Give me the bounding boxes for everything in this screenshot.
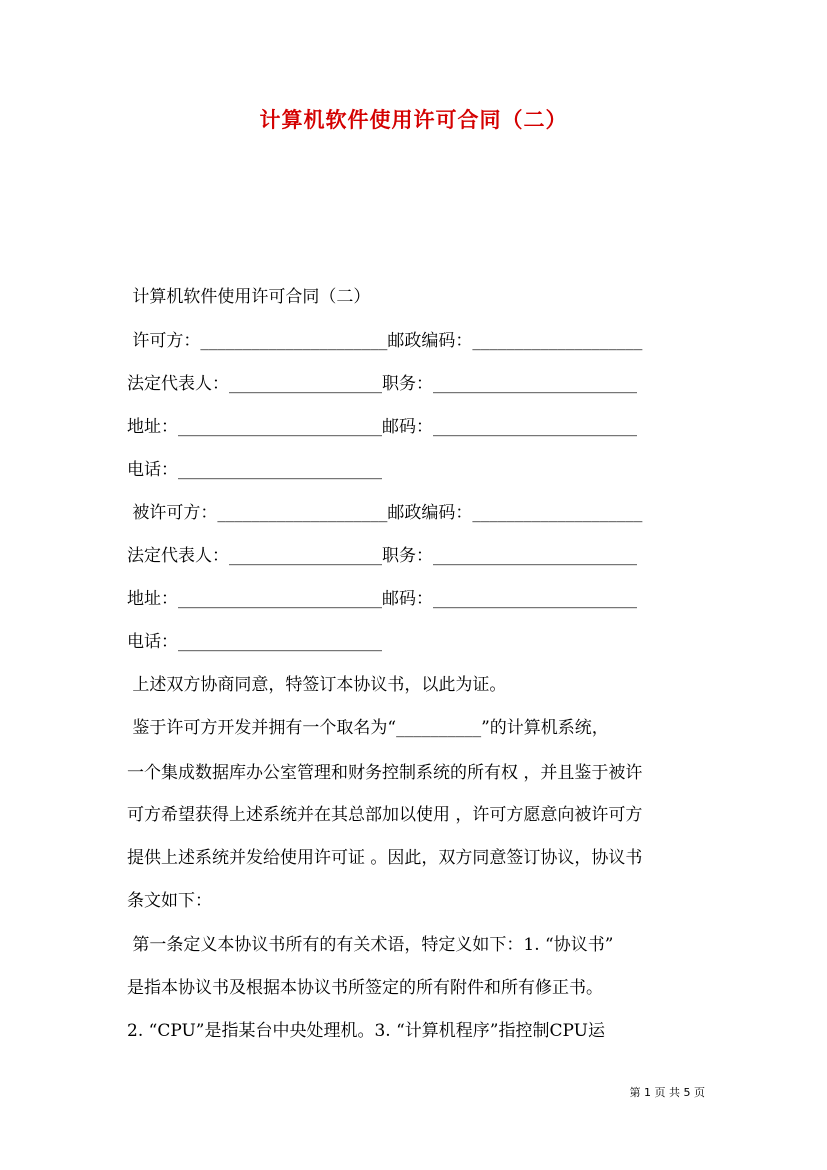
whereas-line-5: 条文如下： [127, 891, 212, 911]
licensor-representative-line: 法定代表人：__________________职务：________________________ [127, 374, 637, 394]
article-1-line-3: 2. “CPU”是指某台中央处理机。3. “计算机程序”指控制CPU运 [127, 1021, 605, 1041]
licensee-representative-line: 法定代表人：__________________职务：________________________ [127, 546, 637, 566]
document-title: 计算机软件使用许可合同（二） [259, 107, 568, 132]
whereas-line-4: 提供上述系统并发给使用许可证 。因此，双方同意签订协议，协议书 [127, 848, 643, 868]
whereas-line-3: 可方希望获得上述系统并在其总部加以使用 ，许可方愿意向被许可方 [127, 805, 643, 825]
licensee-phone-line: 电话：________________________ [127, 632, 382, 652]
page-number: 第 1 页 共 5 页 [629, 1086, 705, 1099]
article-1-line-1: 第一条定义本协议书所有的有关术语，特定义如下：1. “协议书” [127, 935, 614, 955]
whereas-line-1: 鉴于许可方开发并拥有一个取名为“__________”的计算机系统， [127, 718, 609, 738]
document-subtitle: 计算机软件使用许可合同（二） [127, 287, 371, 307]
licensor-line: 许可方：______________________邮政编码：____________________ [127, 331, 643, 351]
licensor-address-line: 地址：________________________邮码：________________________ [127, 417, 637, 437]
agreement-line: 上述双方协商同意，特签订本协议书，以此为证。 [127, 675, 507, 695]
licensor-phone-line: 电话：________________________ [127, 460, 382, 480]
licensee-address-line: 地址：________________________邮码：________________________ [127, 589, 637, 609]
licensee-line: 被许可方：____________________邮政编码：____________________ [127, 503, 643, 523]
article-1-line-2: 是指本协议书及根据本协议书所签定的所有附件和所有修正书。 [127, 978, 603, 998]
whereas-line-2: 一个集成数据库办公室管理和财务控制系统的所有权 ，并且鉴于被许 [127, 763, 643, 783]
